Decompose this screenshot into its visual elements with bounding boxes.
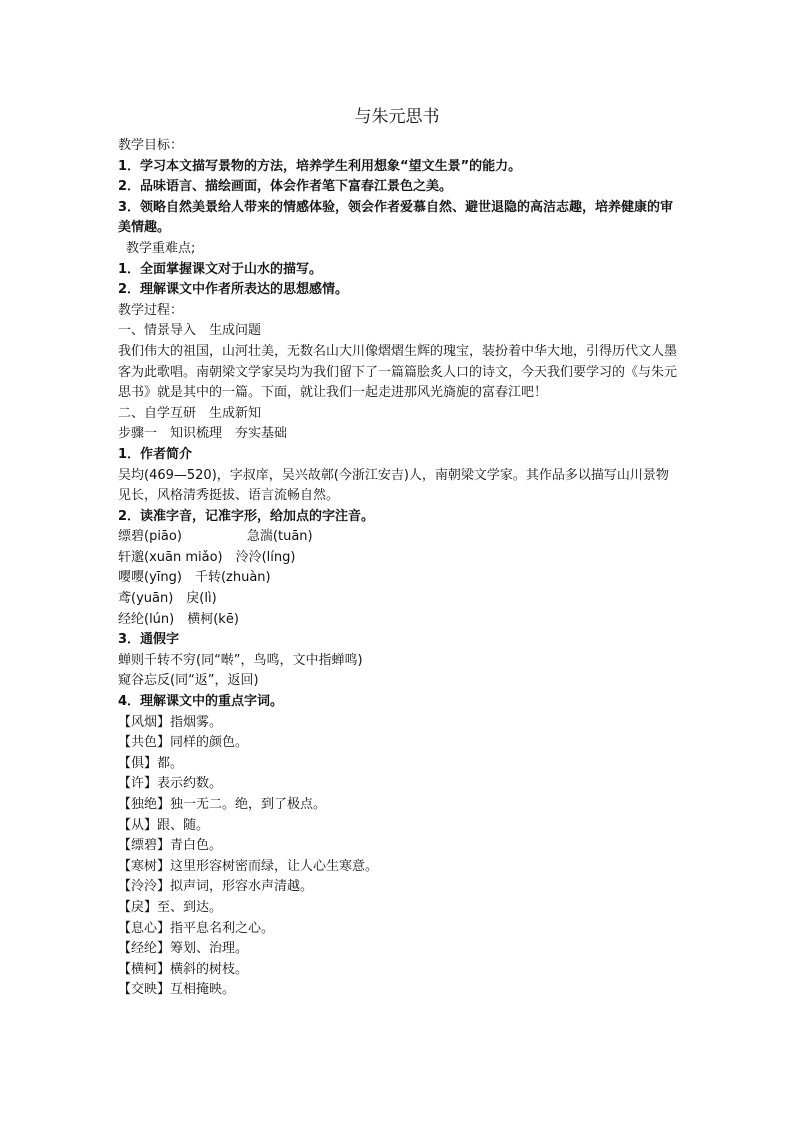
paragraph: 我们伟大的祖国，山河壮美，无数名山大川像熠熠生辉的瑰宝，装扮着中华大地，引得历代文人墨客为此歌唱。南朝梁文学家吴均为我们留下了一篇篇脍炙人口的诗文，今天我们要学习的《与朱元思书》就是其中的一篇。下面，就让我们一起走进那风光旖旎的富春江吧！ bbox=[118, 343, 678, 401]
loan-character-row: 蝉则千转不穷(同“啭”，鸟鸣，文中指蝉鸣) bbox=[118, 652, 363, 668]
glossary-item: 【独绝】独一无二。绝，到了极点。 bbox=[118, 797, 327, 812]
document-title: 与朱元思书 bbox=[354, 107, 440, 127]
section-heading-objectives: 教学目标： bbox=[118, 138, 184, 153]
glossary-item: 【泠泠】拟声词，形容水声清越。 bbox=[118, 879, 314, 895]
glossary-item: 【戾】至、到达。 bbox=[118, 899, 223, 915]
pinyin-row: 轩邈(xuān miǎo) 泠泠(líng) bbox=[118, 549, 296, 565]
glossary-item: 【缥碧】青白色。 bbox=[118, 838, 223, 854]
objective-item: 1．学习本文描写景物的方法，培养学生利用想象“望文生景”的能力。 bbox=[118, 158, 522, 174]
pinyin-row: 经纶(lún) 横柯(kē) bbox=[118, 611, 239, 627]
key-point-item: 1．全面掌握课文对于山水的描写。 bbox=[118, 261, 323, 277]
pinyin-row: 鸢(yuān) 戾(lì) bbox=[118, 591, 217, 607]
glossary-item: 【俱】都。 bbox=[118, 755, 184, 771]
glossary-item: 【许】表示约数。 bbox=[118, 776, 223, 792]
section-heading-key-points: 教学重难点; bbox=[126, 240, 196, 256]
key-point-item: 2．理解课文中作者所表达的思想感情。 bbox=[118, 282, 349, 298]
numbered-heading: 1．作者简介 bbox=[118, 446, 193, 462]
pinyin-row: 缥碧(piāo) 急湍(tuān) bbox=[118, 529, 313, 545]
glossary-item: 【共色】同样的颜色。 bbox=[118, 735, 249, 751]
numbered-heading: 3．通假字 bbox=[118, 632, 180, 648]
glossary-item: 【寒树】这里形容树密而绿，让人心生寒意。 bbox=[118, 858, 379, 874]
objective-item: 2．品味语言、描绘画面，体会作者笔下富春江景色之美。 bbox=[118, 179, 453, 195]
numbered-heading: 4．理解课文中的重点字词。 bbox=[118, 694, 284, 710]
loan-character-row: 窥谷忘反(同“返”，返回) bbox=[118, 673, 259, 689]
sub-step-heading: 步骤一 知识梳理 夯实基础 bbox=[118, 426, 288, 442]
section-heading-process: 教学过程： bbox=[118, 302, 184, 318]
document-body bbox=[118, 136, 678, 1001]
pinyin-row: 嘤嘤(yīng) 千转(zhuàn) bbox=[118, 570, 271, 586]
step-heading: 二、自学互研 生成新知 bbox=[118, 405, 262, 421]
paragraph: 吴均(469—520)，字叔庠，吴兴故鄣(今浙江安吉)人，南朝梁文学家。其作品多以描写山川景物见长，风格清秀挺拔、语言流畅自然。 bbox=[118, 467, 669, 504]
objective-item: 3．领略自然美景给人带来的情感体验，领会作者爱慕自然、避世退隐的高洁志趣，培养健康的审美情趣。 bbox=[118, 199, 674, 236]
glossary-item: 【横柯】横斜的树枝。 bbox=[118, 961, 249, 977]
glossary-item: 【交映】互相掩映。 bbox=[118, 982, 236, 998]
glossary-item: 【从】跟、随。 bbox=[118, 817, 210, 833]
step-heading: 一、情景导入 生成问题 bbox=[118, 323, 262, 339]
numbered-heading: 2．读准字音，记准字形，给加点的字注音。 bbox=[118, 508, 375, 524]
glossary-item: 【息心】指平息名利之心。 bbox=[118, 920, 275, 936]
glossary-item: 【风烟】指烟雾。 bbox=[118, 714, 223, 730]
glossary-item: 【经纶】筹划、治理。 bbox=[118, 941, 249, 957]
